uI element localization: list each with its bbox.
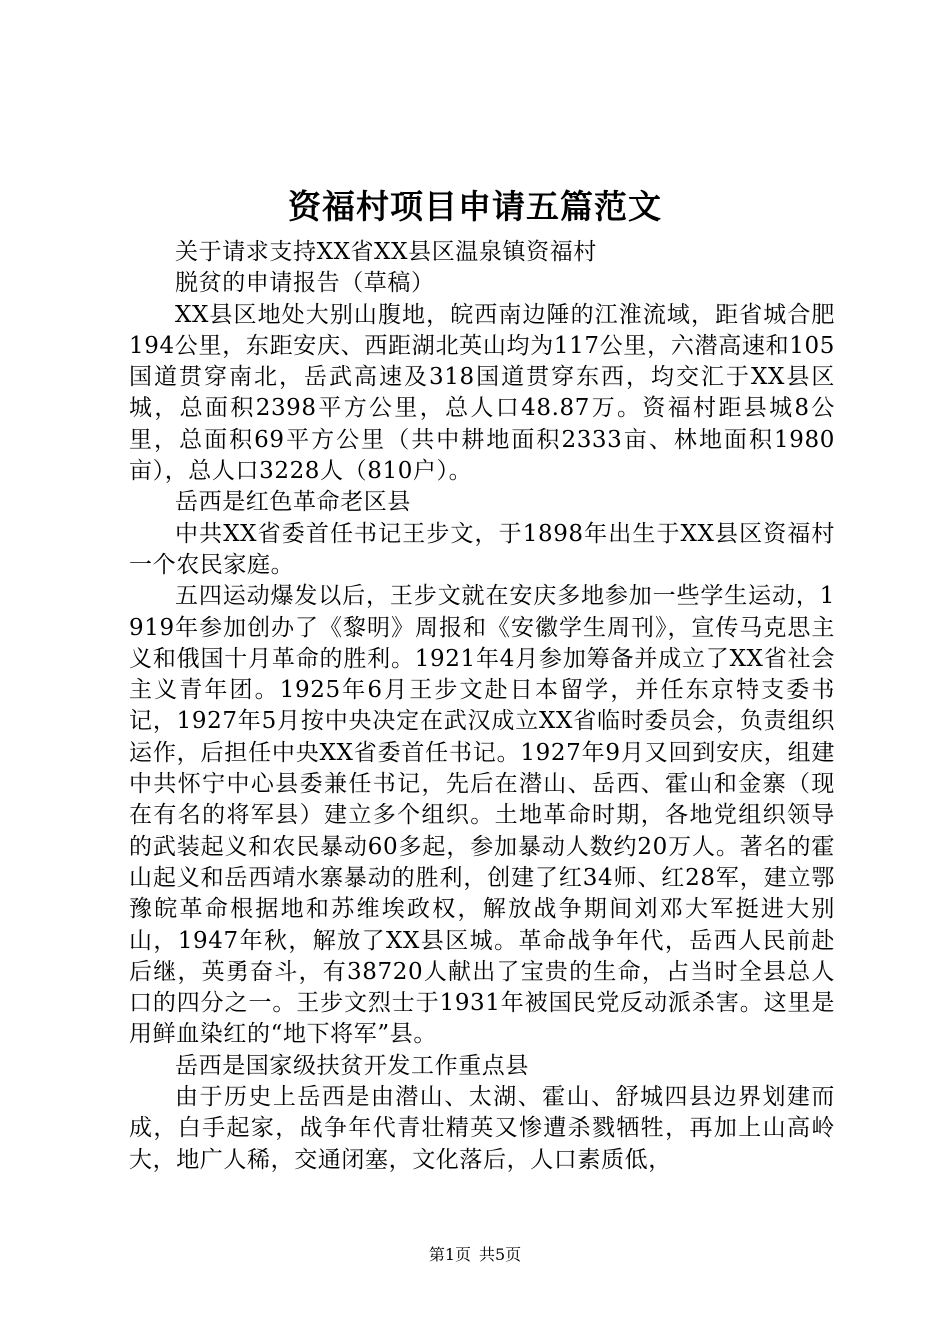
document-body — [129, 237, 835, 1176]
page-footer — [0, 1244, 950, 1266]
section-heading: 岳西是红色革命老区县 — [175, 489, 411, 516]
paragraph: 脱贫的申请报告（草稿） — [175, 270, 435, 297]
paragraph: XX县区地处大别山腹地，皖西南边陲的江淮流域，距省城合肥194公里，东距安庆、西距湖北英山均为117公里，六潜高速和105国道贯穿南北，岳武高速及318国道贯穿东西，均交汇于XX县区城，总面积2398平方公里，总人口48.87万。资福村距县城8公里，总面积69平方公里（共中耕地面积2333亩、林地面积1980亩），总人口3228人（810户）。 — [129, 301, 835, 485]
paragraph: 中共XX省委首任书记王步文，于1898年出生于XX县区资福村一个农民家庭。 — [129, 520, 835, 578]
document-title: 资福村项目申请五篇范文 — [288, 187, 662, 226]
paragraph: 由于历史上岳西是由潜山、太湖、霍山、舒城四县边界划建而成，白手起家，战争年代青壮精英又惨遭杀戮牺牲，再加上山高岭大，地广人稀，交通闭塞，文化落后，人口素质低， — [129, 1084, 835, 1173]
page-number: 第1页 — [428, 1245, 471, 1264]
paragraph: 五四运动爆发以后，王步文就在安庆多地参加一些学生运动，1919年参加创办了《黎明》周报和《安徽学生周刊》，宣传马克思主义和俄国十月革命的胜利。1921年4月参加筹备并成立了XX省社会主义青年团。1925年6月王步文赴日本留学，并任东京特支委书记，1927年5月按中央决定在武汉成立XX省临时委员会，负责组织运作，后担任中央XX省委首任书记。1927年9月又回到安庆，组建中共怀宁中心县委兼任书记，先后在潜山、岳西、霍山和金寨（现在有名的将军县）建立多个组织。土地革命时期，各地党组织领导的武装起义和农民暴动60多起，参加暴动人数约20万人。著名的霍山起义和岳西靖水寨暴动的胜利，创建了红34师、红28军，建立鄂豫皖革命根据地和苏维埃政权，解放战争期间刘邓大军挺进大别山，1947年秋，解放了XX县区城。革命战争年代，岳西人民前赴后继，英勇奋斗，有38720人献出了宝贵的生命，占当时全县总人口的四分之一。王步文烈士于1931年被国民党反动派杀害。这里是用鲜血染红的“地下将军”县。 — [129, 583, 835, 1048]
section-heading: 岳西是国家级扶贫开发工作重点县 — [175, 1052, 529, 1079]
page-total: 共5页 — [479, 1245, 522, 1264]
paragraph: 关于请求支持XX省XX县区温泉镇资福村 — [175, 239, 597, 265]
